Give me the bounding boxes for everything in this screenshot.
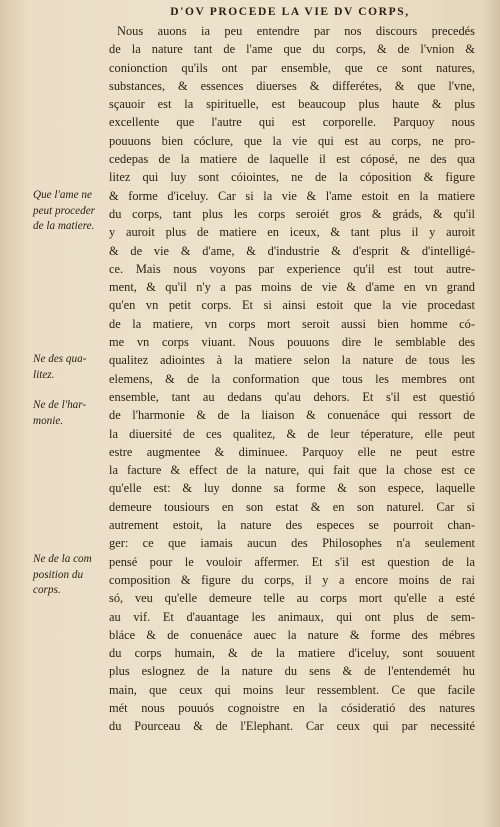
- body-text: [109, 22, 475, 736]
- text-line: demeure tousiours en son estat & en son naturel. Car si: [109, 499, 475, 514]
- text-line: Nous auons ia peu entendre par nos discours precedés: [117, 24, 475, 38]
- text-line: du Pourceau & de l'Elephant. Car ceux qui par necessité: [109, 719, 475, 734]
- text-line: au vif. Et d'auantage les animaux, qui ont plus de sem-: [109, 609, 475, 624]
- text-line: me vn corps viuant. Nous pouuons dire le semblable des: [109, 335, 475, 350]
- text-line: bláce & de conuenáce auec la nature & forme des mébres: [109, 627, 475, 642]
- text-line: só, veu qu'elle demeure telle au corps mort qu'elle a esté: [109, 591, 475, 606]
- text-line: excellente que l'autre qui est corporelle. Parquoy nous: [109, 115, 475, 130]
- text-line: ensemble, tant au dedans qu'au dehors. Et s'il est questió: [109, 389, 475, 404]
- margin-note-composition: [33, 552, 113, 599]
- text-line: & forme d'iceluy. Car si la vie & l'ame estoit en la matiere: [109, 188, 475, 203]
- text-line: estre augmentee & diminuee. Parquoy elle ne peut estre: [109, 444, 475, 459]
- text-line: de la nature tant de l'ame que du corps, & de l'vnion &: [109, 42, 475, 57]
- margin-note-line: corps.: [33, 584, 61, 596]
- text-line: cedepas de la matiere de laquelle il est cóposé, ne des qua: [109, 152, 475, 167]
- text-line: la facture & effect de la nature, qui fait que la chose est ce: [109, 463, 475, 478]
- margin-note-qualitez: [33, 352, 113, 383]
- text-line: composition & figure du corps, il y a encore moins de rai: [109, 572, 475, 587]
- running-header: D'OV PROCEDE LA VIE DV CORPS,: [170, 6, 410, 18]
- margin-note-line: monie.: [33, 414, 64, 427]
- text-line: pensé pour le vouloir affermer. Et s'il est question de la: [109, 554, 475, 569]
- text-line: du corps, tant plus les corps seroiét gros & gráds, & qu'il: [109, 206, 475, 221]
- margin-note-line: peut proceder: [33, 204, 96, 217]
- margin-note-ame: [33, 188, 113, 235]
- text-line: & de vie & d'ame, & d'industrie & d'esprit & d'intelligé-: [109, 243, 475, 258]
- margin-note-line: Que l'ame ne: [33, 189, 92, 201]
- margin-note-line: Ne des qua-: [33, 353, 87, 365]
- page-edge-shadow: [482, 0, 500, 827]
- text-line: main, que ceux qui moins leur ressemblent. Ce que facile: [109, 682, 475, 697]
- margin-note-line: litez.: [33, 368, 55, 381]
- text-line: ger: ce que iamais aucun des Philosophes n'a seulement: [109, 536, 475, 551]
- text-line: y auroit plus de matiere en iceux, & tant plus il y auroit: [109, 225, 475, 240]
- margin-note-line: Ne de la com: [33, 553, 92, 565]
- margin-note-line: Ne de l'har-: [33, 399, 87, 411]
- margin-note-line: de la matiere.: [33, 220, 95, 232]
- text-line: ment, & qu'il n'y a pas moins de vie & d'ame en vn grand: [109, 280, 475, 295]
- text-line: la diuersité de ces qualitez, & de leur téperature, elle peut: [109, 426, 475, 441]
- text-line: de la matiere, vn corps mort seroit aussi bien homme có-: [109, 316, 475, 331]
- text-line: mét nous pouuós cognoistre en la cósideratió des natures: [109, 700, 475, 715]
- text-line: sçauoir est la spirituelle, est beaucoup plus haute & plus: [109, 97, 475, 112]
- margin-note-harmonie: [33, 398, 113, 429]
- text-line: qualitez adiointes à la matiere selon la nature de tous les: [109, 353, 475, 368]
- text-line: autrement estoit, la nature des especes se pourroit chan-: [109, 518, 475, 533]
- text-line: qu'elle est: & luy donne sa forme & son espece, laquelle: [109, 481, 475, 496]
- text-line: de l'harmonie & de la liaison & conuenáce qui ressort de: [109, 408, 475, 423]
- text-line: conionction qu'ils ont par ensemble, que ce sont natures,: [109, 60, 475, 75]
- text-line: pouuons bien cóclure, que la vie qui est au corps, ne pro-: [109, 133, 475, 148]
- text-line: du corps humain, & de la matiere d'iceluy, sont souuent: [109, 646, 475, 661]
- margin-note-line: position du: [33, 568, 84, 581]
- text-line: elemens, & de la conformation que tous les membres ont: [109, 371, 475, 386]
- text-line: qu'en vn petit corps. Et si ainsi estoit que la vie procedast: [109, 298, 475, 313]
- text-line: substances, & essences diuerses & differétes, & que l'vne,: [109, 78, 475, 93]
- text-line: litez qui luy sont cóiointes, ne de la cóposition & figure: [109, 170, 475, 185]
- text-line: plus eslognez de la nature du sens & de l'entendemét hu: [109, 664, 475, 679]
- text-line: ce. Mais nous voyons par experience qu'il est tout autre-: [109, 261, 475, 276]
